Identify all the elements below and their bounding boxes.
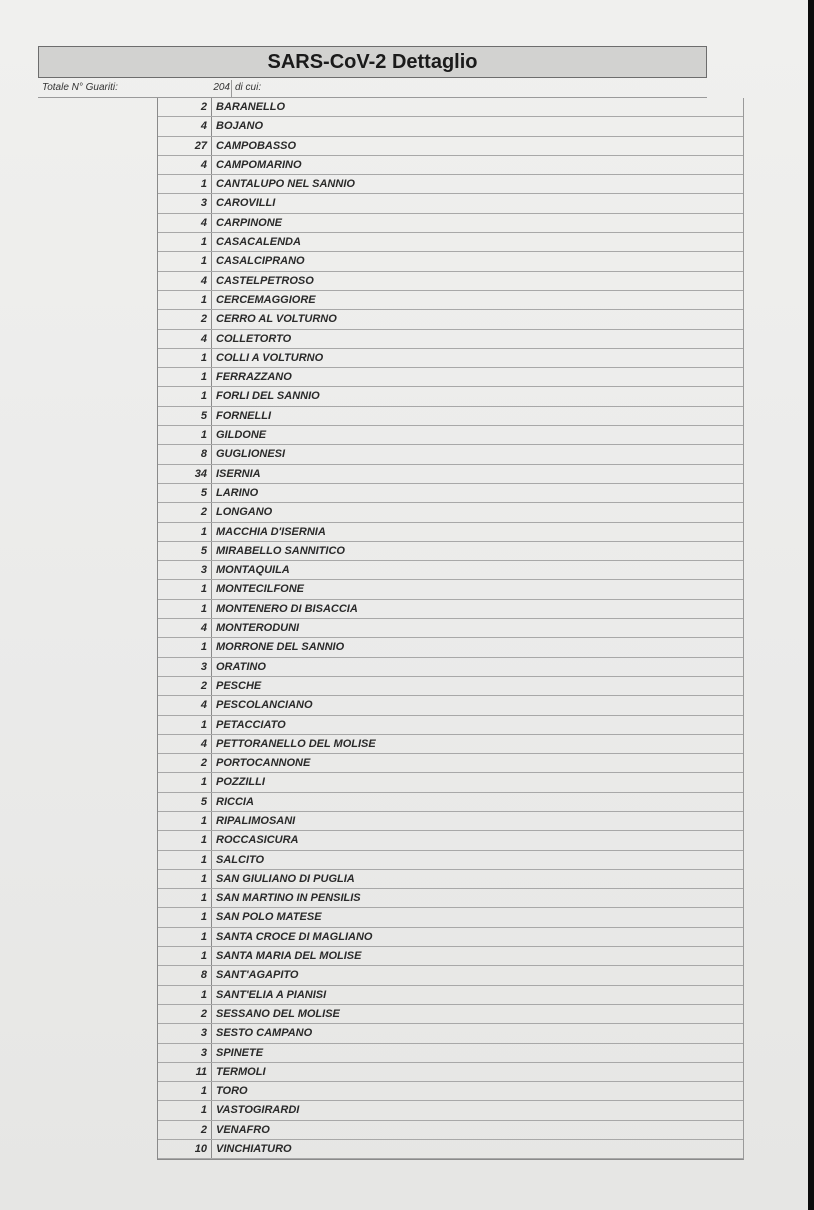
municipality-name: COLLI A VOLTURNO	[211, 349, 743, 367]
table-row	[158, 928, 743, 947]
recovered-count: 1	[200, 950, 207, 963]
recovered-count: 1	[200, 583, 207, 596]
recovered-count: 1	[200, 872, 207, 885]
municipality-name: BOJANO	[211, 117, 743, 135]
table-row	[158, 1024, 743, 1043]
table-row	[158, 387, 743, 406]
table-row	[158, 600, 743, 619]
table-row	[158, 561, 743, 580]
total-recovered-row	[38, 80, 707, 98]
municipality-name: BARANELLO	[211, 98, 743, 116]
table-row	[158, 98, 743, 117]
municipality-name: SANT'ELIA A PIANISI	[211, 986, 743, 1004]
total-value: 204	[213, 82, 230, 93]
recovered-count: 1	[200, 911, 207, 924]
table-row	[158, 542, 743, 561]
municipality-name: TORO	[211, 1082, 743, 1100]
municipality-name: LARINO	[211, 484, 743, 502]
table-row	[158, 1005, 743, 1024]
municipality-name: ROCCASICURA	[211, 831, 743, 849]
municipality-name: RICCIA	[211, 793, 743, 811]
table-row	[158, 773, 743, 792]
municipality-name: GUGLIONESI	[211, 445, 743, 463]
municipality-name: SAN POLO MATESE	[211, 908, 743, 926]
recovered-count: 1	[200, 641, 207, 654]
recovered-count: 3	[200, 197, 207, 210]
recovered-count: 5	[200, 795, 207, 808]
total-label: Totale N° Guariti:	[42, 82, 118, 93]
recovered-count: 1	[200, 1104, 207, 1117]
recovered-count: 1	[200, 236, 207, 249]
municipality-name: CANTALUPO NEL SANNIO	[211, 175, 743, 193]
table-row	[158, 889, 743, 908]
municipality-name: CASALCIPRANO	[211, 252, 743, 270]
table-row	[158, 407, 743, 426]
municipality-name: CAROVILLI	[211, 194, 743, 212]
table-row	[158, 503, 743, 522]
municipality-name: SALCITO	[211, 851, 743, 869]
table-row	[158, 986, 743, 1005]
municipality-name: POZZILLI	[211, 773, 743, 791]
table-row	[158, 310, 743, 329]
table-row	[158, 1121, 743, 1140]
recovered-count: 4	[200, 622, 207, 635]
municipality-name: PORTOCANNONE	[211, 754, 743, 772]
recovered-count: 2	[200, 757, 207, 770]
recovered-count: 3	[200, 660, 207, 673]
municipality-name: CERCEMAGGIORE	[211, 291, 743, 309]
table-row	[158, 1063, 743, 1082]
table-row	[158, 426, 743, 445]
municipality-name: CASTELPETROSO	[211, 272, 743, 290]
municipality-name: RIPALIMOSANI	[211, 812, 743, 830]
recovered-count: 3	[200, 564, 207, 577]
municipality-table	[157, 98, 744, 1160]
table-row	[158, 1140, 743, 1159]
municipality-name: VINCHIATURO	[211, 1140, 743, 1158]
recovered-count: 3	[200, 1046, 207, 1059]
table-row	[158, 947, 743, 966]
municipality-name: MONTERODUNI	[211, 619, 743, 637]
recovered-count: 1	[200, 718, 207, 731]
table-row	[158, 580, 743, 599]
recovered-count: 4	[200, 216, 207, 229]
recovered-count: 1	[200, 988, 207, 1001]
municipality-name: TERMOLI	[211, 1063, 743, 1081]
municipality-name: COLLETORTO	[211, 330, 743, 348]
recovered-count: 4	[200, 737, 207, 750]
table-row	[158, 1101, 743, 1120]
table-row	[158, 696, 743, 715]
recovered-count: 1	[200, 834, 207, 847]
recovered-count: 1	[200, 814, 207, 827]
municipality-name: PETACCIATO	[211, 716, 743, 734]
table-row	[158, 870, 743, 889]
recovered-count: 1	[200, 776, 207, 789]
table-row	[158, 484, 743, 503]
recovered-count: 4	[200, 158, 207, 171]
recovered-count: 1	[200, 853, 207, 866]
municipality-name: MORRONE DEL SANNIO	[211, 638, 743, 656]
table-row	[158, 137, 743, 156]
municipality-name: VASTOGIRARDI	[211, 1101, 743, 1119]
total-suffix: di cui:	[235, 82, 262, 93]
table-row	[158, 272, 743, 291]
recovered-count: 1	[200, 351, 207, 364]
municipality-name: MONTENERO DI BISACCIA	[211, 600, 743, 618]
municipality-name: MONTECILFONE	[211, 580, 743, 598]
recovered-count: 5	[200, 486, 207, 499]
municipality-name: GILDONE	[211, 426, 743, 444]
table-row	[158, 716, 743, 735]
municipality-name: CARPINONE	[211, 214, 743, 232]
table-row	[158, 156, 743, 175]
recovered-count: 1	[200, 429, 207, 442]
recovered-count: 2	[200, 313, 207, 326]
table-row	[158, 117, 743, 136]
table-row	[158, 465, 743, 484]
municipality-name: CERRO AL VOLTURNO	[211, 310, 743, 328]
table-row	[158, 658, 743, 677]
recovered-count: 1	[200, 930, 207, 943]
recovered-count: 2	[200, 1123, 207, 1136]
table-row	[158, 677, 743, 696]
recovered-count: 8	[200, 448, 207, 461]
municipality-name: CAMPOMARINO	[211, 156, 743, 174]
recovered-count: 8	[200, 969, 207, 982]
table-row	[158, 523, 743, 542]
municipality-name: FERRAZZANO	[211, 368, 743, 386]
table-row	[158, 831, 743, 850]
recovered-count: 10	[194, 1143, 207, 1156]
recovered-count: 4	[200, 699, 207, 712]
table-row	[158, 735, 743, 754]
recovered-count: 1	[200, 602, 207, 615]
table-row	[158, 754, 743, 773]
table-row	[158, 851, 743, 870]
column-divider	[231, 80, 232, 97]
municipality-name: ISERNIA	[211, 465, 743, 483]
municipality-name: FORNELLI	[211, 407, 743, 425]
recovered-count: 2	[200, 506, 207, 519]
municipality-name: FORLI DEL SANNIO	[211, 387, 743, 405]
table-row	[158, 194, 743, 213]
recovered-count: 1	[200, 293, 207, 306]
table-row	[158, 233, 743, 252]
recovered-count: 1	[200, 1085, 207, 1098]
table-row	[158, 175, 743, 194]
recovered-count: 1	[200, 390, 207, 403]
table-row	[158, 368, 743, 387]
table-row	[158, 1044, 743, 1063]
municipality-name: SPINETE	[211, 1044, 743, 1062]
table-row	[158, 445, 743, 464]
municipality-name: SESSANO DEL MOLISE	[211, 1005, 743, 1023]
document-title: SARS-CoV-2 Dettaglio	[38, 46, 707, 78]
municipality-name: MIRABELLO SANNITICO	[211, 542, 743, 560]
municipality-name: CAMPOBASSO	[211, 137, 743, 155]
table-row	[158, 214, 743, 233]
recovered-count: 1	[200, 892, 207, 905]
table-row	[158, 793, 743, 812]
recovered-count: 34	[194, 467, 207, 480]
table-row	[158, 619, 743, 638]
municipality-name: MONTAQUILA	[211, 561, 743, 579]
recovered-count: 1	[200, 178, 207, 191]
recovered-count: 1	[200, 525, 207, 538]
municipality-name: PESCOLANCIANO	[211, 696, 743, 714]
municipality-name: VENAFRO	[211, 1121, 743, 1139]
table-row	[158, 638, 743, 657]
table-row	[158, 252, 743, 271]
municipality-name: MACCHIA D'ISERNIA	[211, 523, 743, 541]
recovered-count: 4	[200, 274, 207, 287]
recovered-count: 1	[200, 371, 207, 384]
municipality-name: SANTA MARIA DEL MOLISE	[211, 947, 743, 965]
table-row	[158, 908, 743, 927]
recovered-count: 3	[200, 1027, 207, 1040]
municipality-name: SAN GIULIANO DI PUGLIA	[211, 870, 743, 888]
recovered-count: 11	[195, 1065, 207, 1078]
recovered-count: 4	[200, 332, 207, 345]
municipality-name: PETTORANELLO DEL MOLISE	[211, 735, 743, 753]
municipality-name: SANT'AGAPITO	[211, 966, 743, 984]
table-row	[158, 349, 743, 368]
municipality-name: ORATINO	[211, 658, 743, 676]
table-row	[158, 291, 743, 310]
recovered-count: 2	[200, 679, 207, 692]
recovered-count: 27	[194, 139, 207, 152]
municipality-name: SANTA CROCE DI MAGLIANO	[211, 928, 743, 946]
table-row	[158, 330, 743, 349]
recovered-count: 1	[200, 255, 207, 268]
table-row	[158, 966, 743, 985]
table-row	[158, 1082, 743, 1101]
recovered-count: 4	[200, 120, 207, 133]
table-row	[158, 812, 743, 831]
municipality-name: PESCHE	[211, 677, 743, 695]
recovered-count: 2	[200, 1007, 207, 1020]
recovered-count: 2	[200, 101, 207, 113]
municipality-name: SESTO CAMPANO	[211, 1024, 743, 1042]
recovered-count: 5	[200, 544, 207, 557]
municipality-name: SAN MARTINO IN PENSILIS	[211, 889, 743, 907]
municipality-name: CASACALENDA	[211, 233, 743, 251]
recovered-count: 5	[200, 409, 207, 422]
municipality-name: LONGANO	[211, 503, 743, 521]
